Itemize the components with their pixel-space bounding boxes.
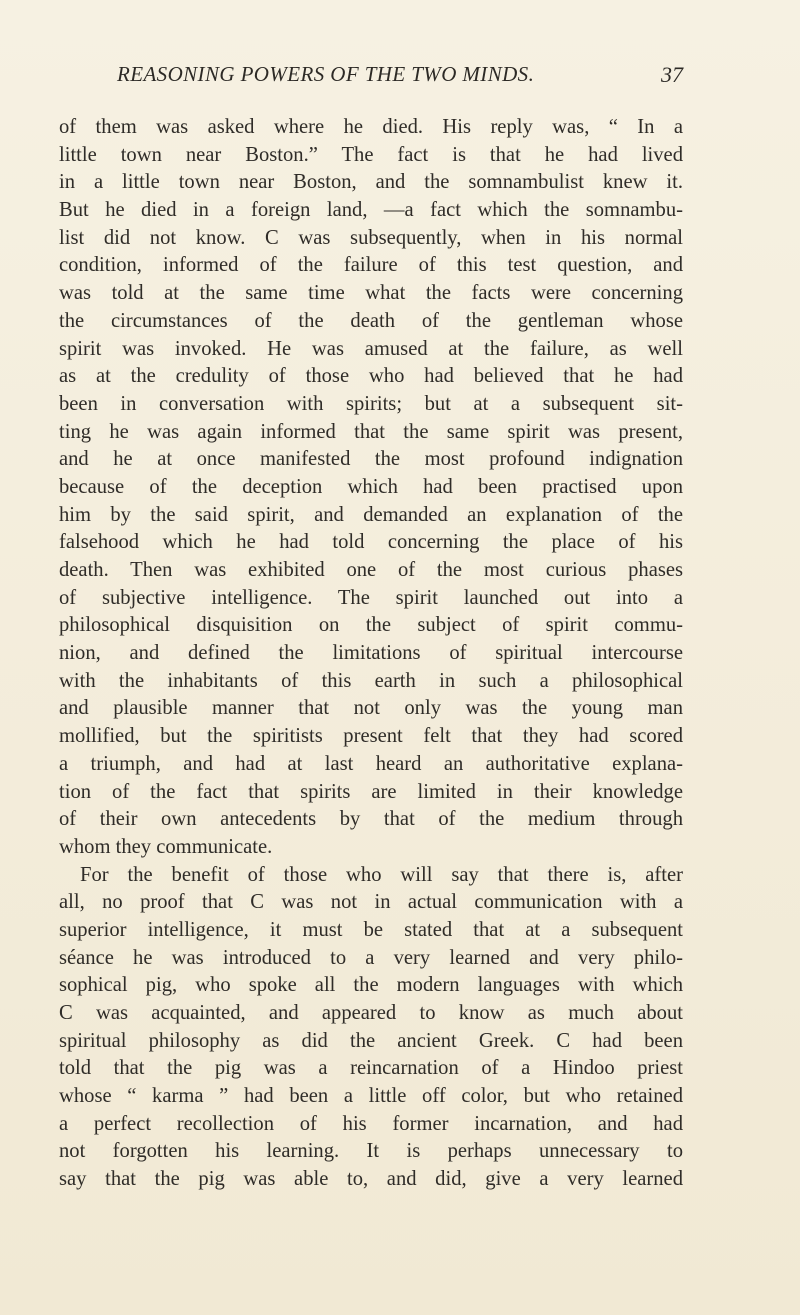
text-line: mollified, but the spiritists present felt that they had scored <box>59 725 683 748</box>
text-line: spiritual philosophy as did the ancient Greek. C had been <box>59 1029 683 1052</box>
text-line: as at the credulity of those who had believed that he had <box>59 365 683 388</box>
text-line: séance he was introduced to a very learned and very philo- <box>59 946 683 969</box>
text-line: condition, informed of the failure of this test question, and <box>59 254 683 277</box>
text-line: with the inhabitants of this earth in such a philosophical <box>59 669 683 692</box>
text-line: C was acquainted, and appeared to know as much about <box>59 1002 683 1024</box>
text-line: whom they communicate. <box>59 835 273 858</box>
text-line: For the benefit of those who will say that there is, after <box>80 863 683 886</box>
text-line: a triumph, and had at last heard an authoritative explana- <box>59 752 683 775</box>
paragraph <box>59 114 683 862</box>
text-line: superior intelligence, it must be stated that at a subsequent <box>59 918 683 941</box>
text-line: falsehood which he had told concerning the place of his <box>59 531 683 554</box>
running-title: REASONING POWERS OF THE TWO MINDS. <box>117 62 535 86</box>
text-line: But he died in a foreign land, —a fact which the somnambu- <box>59 199 683 222</box>
text-line: was told at the same time what the facts were concerning <box>59 282 683 305</box>
paragraph <box>59 862 683 1194</box>
text-line: little town near Boston.” The fact is that he had lived <box>59 143 683 166</box>
text-line: nion, and defined the limitations of spiritual intercourse <box>59 642 683 665</box>
text-line: whose “ karma ” had been a little off color, but who retained <box>59 1085 683 1108</box>
page-number: 37 <box>661 62 683 87</box>
text-line: say that the pig was able to, and did, give a very learned <box>59 1168 683 1191</box>
text-line: because of the deception which had been practised upon <box>59 475 683 498</box>
text-line: all, no proof that C was not in actual communication with a <box>59 891 683 914</box>
text-line: of their own antecedents by that of the medium through <box>59 808 683 831</box>
text-line: of them was asked where he died. His reply was, “ In a <box>59 116 683 138</box>
text-line: been in conversation with spirits; but at a subsequent sit- <box>59 392 683 415</box>
text-line: the circumstances of the death of the gentleman whose <box>59 309 683 332</box>
text-line: philosophical disquisition on the subject of spirit commu- <box>59 614 683 637</box>
text-line: death. Then was exhibited one of the most curious phases <box>59 559 683 581</box>
text-line: ting he was again informed that the same spirit was present, <box>59 420 683 443</box>
text-line: tion of the fact that spirits are limited in their knowledge <box>59 780 683 803</box>
text-line: list did not know. C was subsequently, when in his normal <box>59 226 683 249</box>
text-line: and plausible manner that not only was the young man <box>59 697 683 720</box>
running-head <box>117 62 683 96</box>
text-line: a perfect recollection of his former incarnation, and had <box>59 1112 683 1135</box>
text-line: him by the said spirit, and demanded an explanation of the <box>59 503 683 526</box>
body-text <box>59 114 683 1194</box>
text-line: sophical pig, who spoke all the modern languages with which <box>59 974 683 997</box>
text-line: and he at once manifested the most profound indignation <box>59 448 683 471</box>
text-line: not forgotten his learning. It is perhaps unnecessary to <box>59 1140 683 1163</box>
text-line: told that the pig was a reincarnation of a Hindoo priest <box>59 1057 683 1080</box>
text-line: spirit was invoked. He was amused at the failure, as well <box>59 337 683 360</box>
text-line: of subjective intelligence. The spirit launched out into a <box>59 586 683 609</box>
text-line: in a little town near Boston, and the somnambulist knew it. <box>59 171 683 194</box>
